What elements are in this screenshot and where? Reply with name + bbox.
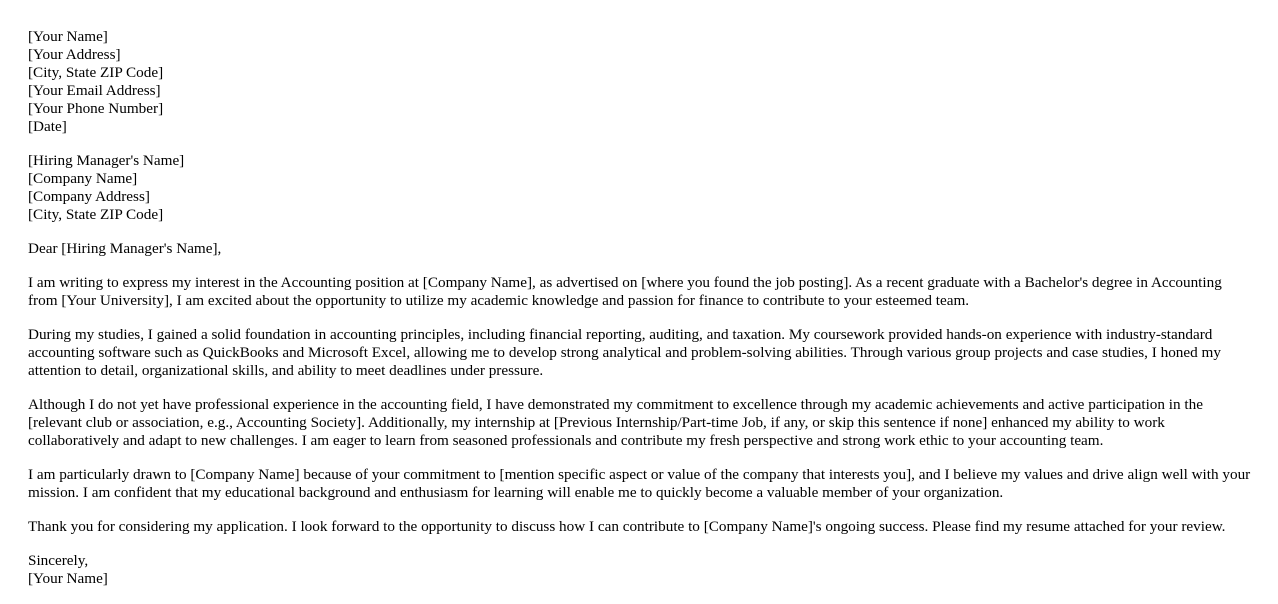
signature-name: [Your Name]	[28, 570, 108, 587]
sender-city-state-zip: [City, State ZIP Code]	[28, 64, 164, 81]
recipient-city-state-zip: [City, State ZIP Code]	[28, 206, 164, 223]
recipient-block	[28, 152, 1253, 224]
letter-date: [Date]	[28, 118, 67, 135]
sender-address: [Your Address]	[28, 46, 121, 63]
body-paragraph-2: During my studies, I gained a solid foundation in accounting principles, including financial reporting, auditing, and taxation. My coursework provided hands-on experience with industry-standard accounting software such as QuickBooks and Microsoft Excel, allowing me to develop strong analytical and problem-solving abilities. Through various group projects and case studies, I honed my attention to detail, organizational skills, and ability to meet deadlines under pressure.	[28, 326, 1221, 379]
sender-email: [Your Email Address]	[28, 82, 161, 99]
closing-block	[28, 552, 1253, 588]
salutation: Dear [Hiring Manager's Name],	[28, 240, 222, 257]
body-paragraph-1: I am writing to express my interest in the Accounting position at [Company Name], as advertised on [where you found the job posting]. As a recent graduate with a Bachelor's degree in Accounting from [Your University], I am excited about the opportunity to utilize my academic knowledge and passion for finance to contribute to your esteemed team.	[28, 274, 1222, 309]
sender-block	[28, 28, 1253, 136]
cover-letter	[28, 28, 1253, 604]
recipient-address: [Company Address]	[28, 188, 150, 205]
recipient-company: [Company Name]	[28, 170, 138, 187]
sender-phone: [Your Phone Number]	[28, 100, 164, 117]
body-paragraph-5: Thank you for considering my application. I look forward to the opportunity to discuss how I can contribute to [Company Name]'s ongoing success. Please find my resume attached for your review.	[28, 518, 1226, 535]
closing: Sincerely,	[28, 552, 89, 569]
body-paragraph-3: Although I do not yet have professional experience in the accounting field, I have demonstrated my commitment to excellence through my academic achievements and active participation in the [relevant club or association, e.g., Accounting Society]. Additionally, my internship at [Previous Internship/Part-time Job, if any, or skip this sentence if none] enhanced my ability to work collaboratively and adapt to new challenges. I am eager to learn from seasoned professionals and contribute my fresh perspective and strong work ethic to your accounting team.	[28, 396, 1203, 449]
sender-name: [Your Name]	[28, 28, 108, 45]
body-paragraph-4: I am particularly drawn to [Company Name] because of your commitment to [mention specific aspect or value of the company that interests you], and I believe my values and drive align well with your mission. I am confident that my educational background and enthusiasm for learning will enable me to quickly become a valuable member of your organization.	[28, 466, 1251, 501]
recipient-name: [Hiring Manager's Name]	[28, 152, 185, 169]
